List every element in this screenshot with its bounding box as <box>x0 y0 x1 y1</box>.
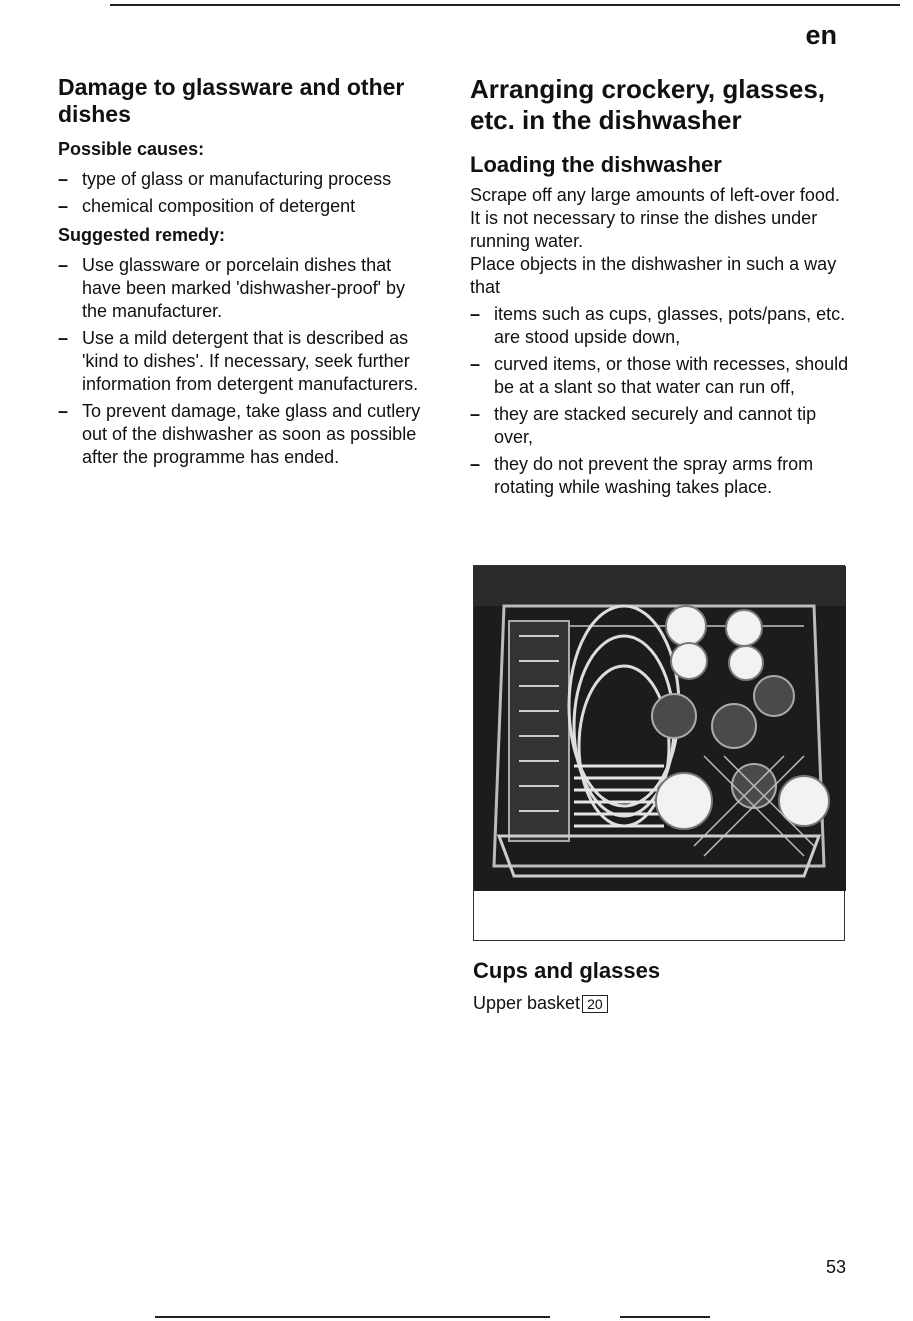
possible-causes-label: Possible causes: <box>58 139 205 159</box>
damage-section-title: Damage to glassware and other dishes <box>58 74 405 127</box>
cups-glasses-title: Cups and glasses <box>473 958 661 983</box>
list-item: – type of glass or manufacturing process <box>58 168 428 191</box>
left-column <box>58 74 428 473</box>
loading-conditions-list <box>470 303 850 499</box>
list-item: – they are stacked securely and cannot tip over, <box>470 403 850 449</box>
page-number: 53 <box>826 1257 847 1277</box>
list-item: – To prevent damage, take glass and cutlery out of the dishwasher as soon as possible after the programme has ended. <box>58 400 428 469</box>
bottom-rule-right <box>620 1316 710 1318</box>
list-item: – they do not prevent the spray arms from rotating while washing takes place. <box>470 453 850 499</box>
language-tag: en <box>805 20 837 50</box>
figure-reference: 20 <box>582 995 608 1013</box>
intro-paragraph: Scrape off any large amounts of left-over food. It is not necessary to rinse the dishes under running water. <box>470 185 840 251</box>
list-item: – Use a mild detergent that is described as 'kind to dishes'. If necessary, seek further information from detergent manufacturers. <box>58 327 428 396</box>
cups-section <box>473 958 853 1015</box>
remedies-list <box>58 254 428 469</box>
top-rule <box>110 4 900 6</box>
dishwasher-photo-frame <box>473 565 845 941</box>
loading-subtitle: Loading the dishwasher <box>470 152 722 177</box>
list-item: – chemical composition of detergent <box>58 195 428 218</box>
list-item: – curved items, or those with recesses, should be at a slant so that water can run off, <box>470 353 850 399</box>
list-item: – Use glassware or porcelain dishes that have been marked 'dishwasher-proof' by the manufacturer. <box>58 254 428 323</box>
dishwasher-basket-photo <box>474 566 846 891</box>
upper-basket-label: Upper basket <box>473 993 581 1013</box>
intro-paragraph-2: Place objects in the dishwasher in such a way that <box>470 254 837 297</box>
arranging-section-title: Arranging crockery, glasses, etc. in the dishwasher <box>470 74 826 135</box>
suggested-remedy-label: Suggested remedy: <box>58 225 226 245</box>
upper-basket-line <box>473 992 853 1015</box>
bottom-rule-left <box>155 1316 550 1318</box>
causes-list <box>58 168 428 218</box>
list-item: – items such as cups, glasses, pots/pans, etc. are stood upside down, <box>470 303 850 349</box>
right-column <box>470 74 850 503</box>
